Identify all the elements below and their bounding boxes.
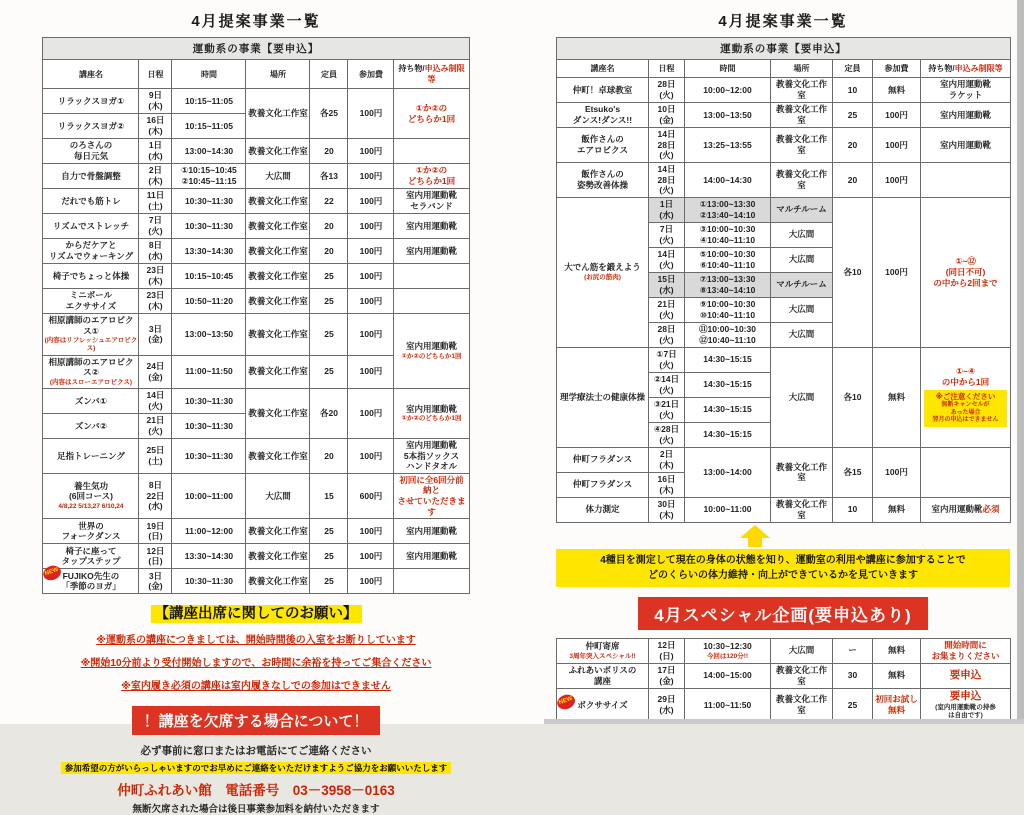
- table-cell: 13:00~14:30: [172, 139, 246, 164]
- table-cell: ①か②の どちらか1回: [394, 89, 469, 139]
- table-cell: 3日 (金): [139, 569, 172, 594]
- table-cell: 28日 (火): [649, 78, 685, 103]
- table-cell: 20: [310, 139, 348, 164]
- table-cell: ②14日 (火): [649, 372, 685, 397]
- table-cell: [921, 447, 1011, 497]
- table-row: [557, 688, 1011, 721]
- scan-edge-bottom: [544, 719, 1024, 724]
- table-cell: 仲町フラダンス: [557, 447, 649, 472]
- table-cell: 10:30~11:30: [172, 569, 246, 594]
- table-cell: 20: [833, 162, 873, 197]
- table-cell: 13:25~13:55: [685, 128, 771, 163]
- table-cell: 教養文化工作室: [246, 214, 310, 239]
- table-cell: ミニボール エクササイズ: [43, 289, 139, 314]
- table-cell: [394, 289, 469, 314]
- attendance-notices: [30, 602, 482, 815]
- table-cell: 各13: [310, 164, 348, 189]
- table-cell: 自力で骨盤調整: [43, 164, 139, 189]
- table-cell: 体力測定: [557, 497, 649, 522]
- table-cell: [921, 162, 1011, 197]
- table-cell: 3日 (金): [139, 314, 172, 356]
- table-body: [557, 78, 1011, 523]
- special-banner-wrap: [556, 597, 1010, 630]
- table-cell: マルチルーム: [771, 272, 833, 297]
- header-cell: 持ち物/申込み制限等: [394, 60, 469, 89]
- table-cell: 無料: [873, 638, 921, 663]
- table-cell: 11:00~12:00: [172, 519, 246, 544]
- table-cell: 室内用運動靴: [921, 128, 1011, 163]
- table-cell: 2日 (木): [139, 164, 172, 189]
- table-cell: 14日 (火): [139, 388, 172, 413]
- table-cell: 無料: [873, 78, 921, 103]
- table-row: [557, 78, 1011, 103]
- table-cell: 30日 (木): [649, 497, 685, 522]
- table-cell: NEW FUJIKO先生の 「季節のヨガ」: [43, 569, 139, 594]
- table-cell: 飯作さんの 姿勢改善体操: [557, 162, 649, 197]
- table-cell: 大広間: [246, 164, 310, 189]
- phone-number: 仲町ふれあい館 電話番号 03－3958－0163: [117, 783, 395, 799]
- table-cell: 大広間: [246, 473, 310, 519]
- table-cell: 室内用運動靴: [394, 519, 469, 544]
- table-cell: 無料: [873, 497, 921, 522]
- contact-line: 必ず事前に窓口またはお電話にてご連絡ください: [140, 745, 372, 758]
- table-cell: 教養文化工作室: [246, 544, 310, 569]
- table-cell: だれでも筋トレ: [43, 189, 139, 214]
- table-cell: 教養文化工作室: [246, 264, 310, 289]
- table-cell: 17日 (金): [649, 663, 685, 688]
- table-cell: からだケアと リズムでウォーキング: [43, 239, 139, 264]
- table-cell: 開始時間に お集まりください: [921, 638, 1011, 663]
- table-cell: 100円: [873, 128, 921, 163]
- header-cell: 講座名: [557, 60, 649, 78]
- table-cell: 教養文化工作室: [246, 519, 310, 544]
- table-row: [43, 139, 469, 164]
- table-cell: ③21日 (火): [649, 397, 685, 422]
- table-cell: 25: [833, 688, 873, 721]
- table-cell: のろさんの 毎日元気: [43, 139, 139, 164]
- notice-title: 【講座出席に関してのお願い】: [30, 602, 482, 623]
- table-row: [557, 128, 1011, 163]
- table-cell: NEW ボクササイズ: [557, 688, 649, 721]
- header-cell: 日程: [139, 60, 172, 89]
- table-row: [43, 214, 469, 239]
- table-cell: 100円: [348, 139, 394, 164]
- table-cell: 100円: [348, 239, 394, 264]
- page-left: [30, 6, 482, 815]
- table-cell: 100円: [348, 164, 394, 189]
- table-cell: 教養文化工作室: [246, 314, 310, 356]
- table-cell: 室内用運動靴 ラケット: [921, 78, 1011, 103]
- up-arrow-stem: [748, 538, 762, 547]
- table-cell: マルチルーム: [771, 197, 833, 222]
- table-cell: 教養文化工作室: [246, 189, 310, 214]
- table-cell: 仲町寄席 3周年突入スペシャル!!: [557, 638, 649, 663]
- table-cell: ズンバ②: [43, 413, 139, 438]
- table-cell: 室内用運動靴 ①か②のどちらか1回: [394, 314, 469, 389]
- caution-note: ※ご注意ください 無断キャンセルが あった場合 翌月の申込はできません: [924, 390, 1007, 427]
- notice-line-3: ※室内履き必須の講座は室内履きなしでの参加はできません: [121, 681, 391, 693]
- table-cell: 10:00~12:00: [685, 78, 771, 103]
- table-cell: 8日 (水): [139, 239, 172, 264]
- table-cell: 20: [833, 128, 873, 163]
- table-cell: ⑨10:00~10:30 ⑩10:40~11:10: [685, 297, 771, 322]
- table-cell: 教養文化工作室: [771, 688, 833, 721]
- table-cell: ①~④ の中から1回 ※ご注意ください 無断キャンセルが あった場合 翌月の申込はできません: [921, 347, 1011, 447]
- table-row: [43, 314, 469, 356]
- table-header-row: [557, 60, 1011, 78]
- table-cell: 100円: [348, 189, 394, 214]
- table-cell: 室内用運動靴: [394, 239, 469, 264]
- table-cell: 相原講師のエアロビクス① (内容はリフレッシュエアロビクス): [43, 314, 139, 356]
- table-cell: 100円: [348, 89, 394, 139]
- table-cell: 教養文化工作室: [246, 438, 310, 473]
- table-cell: 14:30~15:15: [685, 422, 771, 447]
- table-cell: 初回お試し 無料: [873, 688, 921, 721]
- header-cell: 参加費: [873, 60, 921, 78]
- table-cell: 教養文化工作室: [771, 663, 833, 688]
- table-cell: ズンバ①: [43, 388, 139, 413]
- special-program-table: [556, 638, 1011, 722]
- table-cell: 14:30~15:15: [685, 372, 771, 397]
- table-cell: 100円: [348, 355, 394, 388]
- table-cell: 教養文化工作室: [246, 569, 310, 594]
- table-cell: 室内用運動靴: [394, 544, 469, 569]
- table-cell: リラックスヨガ①: [43, 89, 139, 114]
- table-cell: 大広間: [771, 638, 833, 663]
- header-cell: 持ち物/申込み制限等: [921, 60, 1011, 78]
- absence-title: ！講座を欠席する場合について！: [132, 706, 381, 735]
- table-cell: 14:30~15:15: [685, 347, 771, 372]
- table-header-row: [43, 60, 469, 89]
- table-cell: 10:15~11:05: [172, 89, 246, 114]
- table-cell: 100円: [348, 289, 394, 314]
- table-cell: 室内用運動靴 5本指ソックス ハンドタオル: [394, 438, 469, 473]
- table-cell: 各20: [310, 388, 348, 438]
- table-band-title: 運動系の事業【要申込】: [43, 38, 469, 60]
- table-cell: 14日 28日 (火): [649, 162, 685, 197]
- table-cell: 15: [310, 473, 348, 519]
- table-cell: 教養文化工作室: [246, 89, 310, 139]
- table-cell: 教養文化工作室: [246, 139, 310, 164]
- table-cell: 25: [310, 544, 348, 569]
- table-cell: 10:00~11:00: [685, 497, 771, 522]
- table-cell: 21日 (火): [649, 297, 685, 322]
- table-row: [43, 473, 469, 519]
- table-cell: 10:15~11:05: [172, 114, 246, 139]
- table-cell: 100円: [873, 197, 921, 347]
- table-cell: ⑦13:00~13:30 ⑧13:40~14:10: [685, 272, 771, 297]
- table-cell: 無料: [873, 663, 921, 688]
- table-cell: ⑤10:00~10:30 ⑥10:40~11:10: [685, 247, 771, 272]
- header-cell: 講座名: [43, 60, 139, 89]
- table-row: [43, 89, 469, 114]
- table-row: [43, 388, 469, 413]
- header-cell: 日程: [649, 60, 685, 78]
- table-cell: 仲町フラダンス: [557, 472, 649, 497]
- table-cell: 11:00~11:50: [172, 355, 246, 388]
- table-cell: 10: [833, 78, 873, 103]
- table-cell: [394, 264, 469, 289]
- table-row: [43, 189, 469, 214]
- table-cell: 教養文化工作室: [771, 78, 833, 103]
- table-cell: 教養文化工作室: [771, 162, 833, 197]
- header-cell: 場所: [771, 60, 833, 78]
- table-cell: 13:00~13:50: [685, 103, 771, 128]
- table-row: [43, 264, 469, 289]
- fitness-note-line-1: 4種目を測定して現在の身体の状態を知り、運動室の利用や講座に参加することで: [600, 554, 966, 566]
- page-right: [556, 6, 1010, 722]
- table-cell: 100円: [348, 314, 394, 356]
- table-cell: 25: [310, 519, 348, 544]
- table-cell: 大広間: [771, 222, 833, 247]
- table-cell: 10:30~11:30: [172, 438, 246, 473]
- table-cell: 100円: [348, 264, 394, 289]
- table-cell: 室内用運動靴 ①か②のどちらか1回: [394, 388, 469, 438]
- header-cell: 定員: [833, 60, 873, 78]
- table-cell: 世界の フォークダンス: [43, 519, 139, 544]
- table-cell: 25: [310, 264, 348, 289]
- table-cell: 7日 (火): [649, 222, 685, 247]
- table-cell: 各15: [833, 447, 873, 497]
- table-cell: 100円: [348, 519, 394, 544]
- table-cell: 7日 (火): [139, 214, 172, 239]
- table-cell: ①13:00~13:30 ②13:40~14:10: [685, 197, 771, 222]
- table-cell: 無料: [873, 347, 921, 447]
- table-cell: 相原講師のエアロビクス② (内容はスローエアロビクス): [43, 355, 139, 388]
- table-row: [557, 162, 1011, 197]
- table-cell: ①10:15~10:45 ②10:45~11:15: [172, 164, 246, 189]
- table-cell: 10:30~11:30: [172, 189, 246, 214]
- table-cell: 600円: [348, 473, 394, 519]
- table-cell: 椅子に座って タップステップ: [43, 544, 139, 569]
- table-cell: 9日 (木): [139, 89, 172, 114]
- table-cell: 100円: [348, 438, 394, 473]
- scan-edge-right: [1017, 0, 1024, 724]
- header-cell: 定員: [310, 60, 348, 89]
- table-cell: 29日 (水): [649, 688, 685, 721]
- table-cell: ④28日 (火): [649, 422, 685, 447]
- table-cell: 教養文化工作室: [246, 239, 310, 264]
- table-cell: 11日 (土): [139, 189, 172, 214]
- table-cell: ①~⑫ (同日不可) の中から2回まで: [921, 197, 1011, 347]
- table-cell: 10:30~11:30: [172, 413, 246, 438]
- table-cell: ー: [833, 638, 873, 663]
- table-cell: 室内用運動靴必須: [921, 497, 1011, 522]
- table-cell: リラックスヨガ②: [43, 114, 139, 139]
- table-row: [557, 663, 1011, 688]
- up-arrow: [735, 525, 775, 547]
- table-cell: 28日 (火): [649, 322, 685, 347]
- table-cell: 足指トレーニング: [43, 438, 139, 473]
- table-cell: 100円: [348, 569, 394, 594]
- table-cell: 8日 22日 (水): [139, 473, 172, 519]
- table-row: [557, 103, 1011, 128]
- exercise-program-table-left: [42, 37, 469, 594]
- table-cell: 100円: [348, 544, 394, 569]
- table-cell: 14:00~15:00: [685, 663, 771, 688]
- table-cell: 12日 (日): [649, 638, 685, 663]
- table-cell: 22: [310, 189, 348, 214]
- table-cell: 23日 (木): [139, 289, 172, 314]
- special-banner: 4月スペシャル企画(要申込あり): [638, 597, 927, 630]
- table-cell: 16日 (木): [649, 472, 685, 497]
- table-cell: 養生気功 (6回コース) 4/8,22 5/13,27 6/10,24: [43, 473, 139, 519]
- table-cell: 教養文化工作室: [246, 289, 310, 314]
- table-cell: 10:30~11:30: [172, 214, 246, 239]
- table-body: [43, 89, 469, 594]
- table-cell: 教養文化工作室: [771, 128, 833, 163]
- table-row: [43, 289, 469, 314]
- page-title-right: 4月提案事業一覧: [718, 13, 848, 30]
- page-title-left: 4月提案事業一覧: [191, 13, 321, 30]
- table-cell: 教養文化工作室: [771, 447, 833, 497]
- table-cell: [394, 569, 469, 594]
- table-band-row: [43, 38, 469, 60]
- table-cell: 教養文化工作室: [771, 103, 833, 128]
- new-badge: NEW: [555, 692, 577, 711]
- table-body: [557, 638, 1011, 721]
- table-cell: 室内用運動靴: [921, 103, 1011, 128]
- table-cell: 100円: [348, 388, 394, 438]
- new-badge: NEW: [42, 563, 64, 582]
- table-cell: 100円: [873, 447, 921, 497]
- table-cell: 10:00~11:00: [172, 473, 246, 519]
- table-row: [43, 519, 469, 544]
- table-cell: 大広間: [771, 297, 833, 322]
- table-cell: 教養文化工作室: [246, 355, 310, 388]
- table-cell: 10日 (金): [649, 103, 685, 128]
- table-cell: 1日 (水): [139, 139, 172, 164]
- table-cell: ①か②の どちらか1回: [394, 164, 469, 189]
- absence-title-wrap: [30, 700, 482, 741]
- table-row: [43, 164, 469, 189]
- table-cell: 室内用運動靴: [394, 214, 469, 239]
- fitness-note-line-2: どのくらいの体力維持・向上ができているかを見ていきます: [648, 569, 918, 581]
- table-cell: 20: [310, 239, 348, 264]
- notice-line-2: ※開始10分前より受付開始しますので、お時間に余裕を持ってご集合ください: [80, 658, 432, 670]
- table-row: [557, 447, 1011, 472]
- fitness-test-note: [556, 549, 1010, 587]
- table-cell: 椅子でちょっと体操: [43, 264, 139, 289]
- table-row: [557, 638, 1011, 663]
- table-cell: 室内用運動靴 セラバンド: [394, 189, 469, 214]
- table-cell: 14:30~15:15: [685, 397, 771, 422]
- table-cell: 25: [310, 355, 348, 388]
- table-cell: 16日 (木): [139, 114, 172, 139]
- table-cell: 14日 28日 (火): [649, 128, 685, 163]
- table-cell: 大でん筋を鍛えよう (お尻の筋肉): [557, 197, 649, 347]
- table-band-row: [557, 38, 1011, 60]
- header-cell: 時間: [685, 60, 771, 78]
- header-cell: 参加費: [348, 60, 394, 89]
- table-cell: [394, 139, 469, 164]
- exercise-program-table-right: [556, 37, 1011, 523]
- table-cell: ③10:00~10:30 ④10:40~11:10: [685, 222, 771, 247]
- table-cell: 要申込 (室内用運動靴の持参 は自由です): [921, 688, 1011, 721]
- table-cell: 20: [310, 438, 348, 473]
- table-cell: 15日 (水): [649, 272, 685, 297]
- table-cell: Etsuko's ダンス!ダンス!!: [557, 103, 649, 128]
- table-row: [43, 569, 469, 594]
- table-cell: 30: [833, 663, 873, 688]
- penalty-line: 無断欠席された場合は後日事業参加料を納付いただきます: [132, 804, 380, 815]
- table-cell: 20: [310, 214, 348, 239]
- header-cell: 時間: [172, 60, 246, 89]
- table-cell: 24日 (金): [139, 355, 172, 388]
- table-cell: 各10: [833, 347, 873, 447]
- table-cell: 教養文化工作室: [246, 388, 310, 438]
- table-cell: 25日 (土): [139, 438, 172, 473]
- table-row: [43, 544, 469, 569]
- table-row: [43, 438, 469, 473]
- table-cell: 各25: [310, 89, 348, 139]
- table-band-title: 運動系の事業【要申込】: [557, 38, 1011, 60]
- table-cell: 大広間: [771, 347, 833, 447]
- table-row: [557, 497, 1011, 522]
- table-cell: 10:30~11:30: [172, 388, 246, 413]
- table-cell: 10:50~11:20: [172, 289, 246, 314]
- table-cell: 14日 (火): [649, 247, 685, 272]
- table-cell: 大広間: [771, 247, 833, 272]
- table-cell: ふれあいポリスの 講座: [557, 663, 649, 688]
- table-cell: 13:30~14:30: [172, 544, 246, 569]
- table-cell: 100円: [873, 162, 921, 197]
- table-cell: 23日 (木): [139, 264, 172, 289]
- table-row: [557, 347, 1011, 372]
- table-cell: リズムでストレッチ: [43, 214, 139, 239]
- table-cell: 1日 (水): [649, 197, 685, 222]
- table-cell: 100円: [873, 103, 921, 128]
- table-cell: 大広間: [771, 322, 833, 347]
- table-cell: 13:00~13:50: [172, 314, 246, 356]
- table-cell: 理学療法士の健康体操: [557, 347, 649, 447]
- table-cell: 2日 (木): [649, 447, 685, 472]
- table-cell: 25: [310, 314, 348, 356]
- table-cell: 要申込: [921, 663, 1011, 688]
- table-cell: 仲町！卓球教室: [557, 78, 649, 103]
- table-row: [43, 239, 469, 264]
- table-cell: 25: [310, 569, 348, 594]
- table-row: [557, 197, 1011, 222]
- table-cell: 25: [833, 103, 873, 128]
- table-cell: 14:00~14:30: [685, 162, 771, 197]
- table-cell: 飯作さんの エアロビクス: [557, 128, 649, 163]
- table-cell: 10:15~10:45: [172, 264, 246, 289]
- table-cell: ①7日 (火): [649, 347, 685, 372]
- table-cell: ⑪10:00~10:30 ⑫10:40~11:10: [685, 322, 771, 347]
- up-arrow-head: [740, 525, 770, 538]
- notice-line-1: ※運動系の講座につきましては、開始時間後の入室をお断りしています: [96, 635, 416, 647]
- table-cell: 25: [310, 289, 348, 314]
- table-cell: 21日 (火): [139, 413, 172, 438]
- table-cell: 100円: [348, 214, 394, 239]
- table-cell: 13:30~14:30: [172, 239, 246, 264]
- request-line: 参加希望の方がいらっしゃいますのでお早めにご連絡をいただけますようご協力をお願いいたします: [30, 762, 482, 774]
- table-cell: 各10: [833, 197, 873, 347]
- header-cell: 場所: [246, 60, 310, 89]
- table-cell: 13:00~14:00: [685, 447, 771, 497]
- table-cell: 教養文化工作室: [771, 497, 833, 522]
- table-cell: 19日 (日): [139, 519, 172, 544]
- table-cell: 12日 (日): [139, 544, 172, 569]
- table-cell: 11:00~11:50: [685, 688, 771, 721]
- table-cell: 10:30~12:30 今回は120分!!: [685, 638, 771, 663]
- table-cell: 初回に全6回分前納と させていただきます: [394, 473, 469, 519]
- table-cell: 10: [833, 497, 873, 522]
